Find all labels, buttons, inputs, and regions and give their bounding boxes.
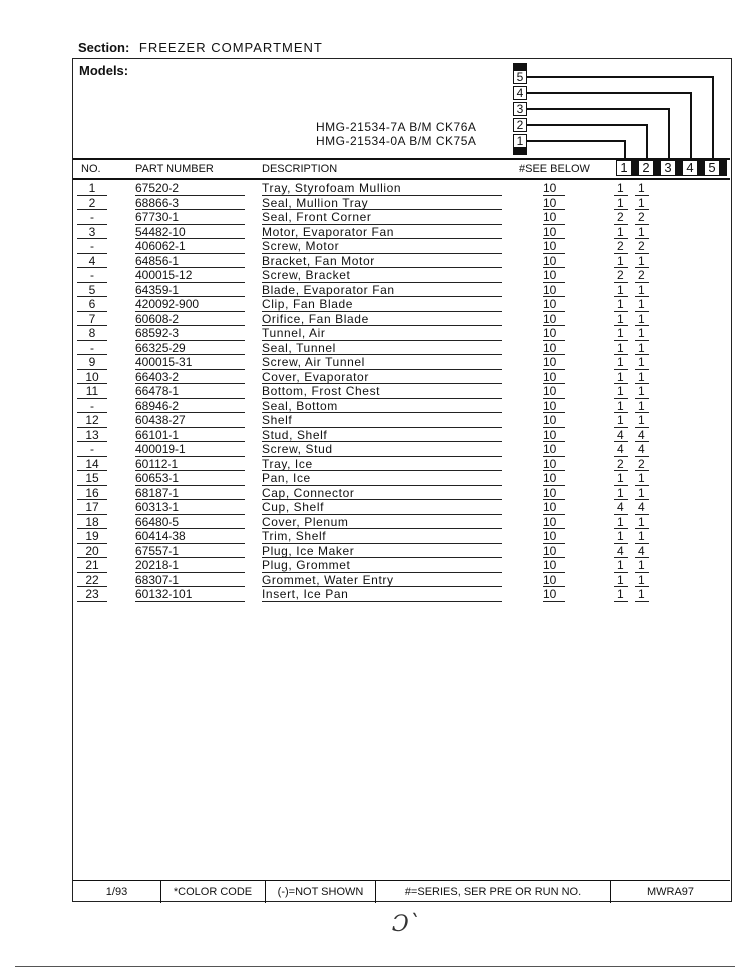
row-number: 8 [88,326,96,340]
row-number: 22 [85,572,99,587]
see-below-value: 10 [543,369,557,384]
series-1-qty: 1 [617,369,624,384]
see-below-value: 10 [543,500,557,514]
table-row [73,587,730,602]
row-number: 13 [85,427,99,442]
series-2-qty: 1 [638,413,645,427]
see-below-value: 10 [543,572,557,587]
header-bottom-rule [73,178,730,180]
row-number: - [90,268,94,282]
description: Bottom, Frost Chest [262,384,381,398]
series-1-qty: 4 [617,442,624,456]
description: Trim, Shelf [262,529,327,543]
footer-series-note: #=SERIES, SER PRE OR RUN NO. [376,881,611,903]
table-row [73,326,730,341]
part-number: 66101-1 [135,427,180,442]
row-number: 15 [85,471,99,485]
part-number: 60414-38 [135,529,186,543]
series-1-qty: 1 [617,587,624,601]
table-row [73,457,730,472]
row-number: 18 [85,514,99,529]
part-number: 66403-2 [135,369,180,384]
series-1-qty: 4 [617,500,624,514]
description: Cup, Shelf [262,500,325,514]
series-2-qty: 2 [638,210,645,224]
table-row [73,428,730,443]
series-2-qty: 2 [638,239,645,253]
leader-line-4-down [690,92,692,160]
series-1-qty: 1 [617,195,624,210]
col-head-no: NO. [81,163,101,175]
see-below-value: 10 [543,210,557,224]
section-heading [78,40,323,55]
row-number: - [90,239,94,253]
description: Tray, Ice [262,456,313,471]
part-number: 54482-10 [135,224,186,239]
series-box-5: 5 [513,70,527,84]
table-row [73,239,730,254]
part-number: 66478-1 [135,384,180,398]
row-number: 9 [88,355,96,369]
series-2-qty: 1 [638,558,645,572]
description: Insert, Ice Pan [262,587,349,601]
table-row [73,413,730,428]
table-row [73,471,730,486]
series-1-qty: 1 [617,572,624,587]
row-underline [77,601,107,602]
row-number: 14 [85,456,99,471]
table-row [73,268,730,283]
series-header-cap [720,160,727,176]
description: Stud, Shelf [262,427,328,442]
description: Screw, Air Tunnel [262,355,365,369]
series-1-qty: 2 [617,268,624,282]
row-number: 11 [85,384,99,398]
row-number: 12 [85,413,99,427]
row-underline [635,601,649,602]
series-1-qty: 1 [617,529,624,543]
series-2-qty: 1 [638,529,645,543]
description: Pan, Ice [262,471,311,485]
leader-line-1 [527,140,625,142]
description: Cap, Connector [262,485,355,500]
row-number: 17 [85,500,99,514]
series-1-qty: 1 [617,485,624,500]
series-1-qty: 1 [617,224,624,239]
series-1-qty: 4 [617,427,624,442]
description: Tray, Styrofoam Mullion [262,181,402,195]
series-1-qty: 1 [617,311,624,326]
row-number: - [90,398,94,413]
table-row [73,573,730,588]
part-number: 68946-2 [135,398,180,413]
row-number: 5 [88,282,96,297]
series-1-qty: 1 [617,355,624,369]
series-1-qty: 1 [617,398,624,413]
series-1-qty: 1 [617,282,624,297]
description: Clip, Fan Blade [262,297,354,311]
see-below-value: 10 [543,224,557,239]
see-below-value: 10 [543,297,557,311]
see-below-value: 10 [543,282,557,297]
series-1-qty: 1 [617,326,624,340]
models-label: Models: [79,63,129,78]
series-header-4: 4 [682,160,698,176]
section-label: Section: [78,40,130,55]
series-box-4: 4 [513,86,527,100]
part-number: 68307-1 [135,572,180,587]
series-2-qty: 1 [638,355,645,369]
table-row [73,486,730,501]
description: Seal, Front Corner [262,210,372,224]
row-number: 16 [85,485,99,500]
table-row [73,196,730,211]
col-head-desc: DESCRIPTION [262,163,338,175]
series-1-qty: 1 [617,558,624,572]
col-head-see: #SEE BELOW [519,163,590,175]
row-number: 6 [88,297,96,311]
row-number: 7 [88,311,96,326]
part-number: 60653-1 [135,471,180,485]
row-number: 4 [88,253,96,268]
row-number: 10 [85,369,99,384]
row-underline [614,601,628,602]
part-number: 20218-1 [135,558,180,572]
series-header-5: 5 [704,160,720,176]
row-number: 19 [85,529,99,543]
series-2-qty: 2 [638,268,645,282]
row-number: 23 [85,587,99,601]
series-2-qty: 1 [638,398,645,413]
table-row [73,529,730,544]
see-below-value: 10 [543,398,557,413]
footer-doc-code: MWRA97 [646,886,695,898]
part-number: 68592-3 [135,326,180,340]
series-box-3: 3 [513,102,527,116]
table-row [73,370,730,385]
table-row [73,312,730,327]
table-row [73,384,730,399]
series-box-2: 2 [513,118,527,132]
series-1-qty: 1 [617,471,624,485]
part-number: 67557-1 [135,543,180,558]
series-2-qty: 1 [638,471,645,485]
description: Screw, Bracket [262,268,351,282]
footer-not-shown: (-)=NOT SHOWN [266,881,376,903]
section-value: FREEZER COMPARTMENT [138,40,323,55]
series-1-qty: 2 [617,456,624,471]
see-below-value: 10 [543,442,557,456]
table-row [73,283,730,298]
series-1-qty: 1 [617,181,624,195]
see-below-value: 10 [543,558,557,572]
description: Screw, Stud [262,442,333,456]
description: Bracket, Fan Motor [262,253,375,268]
table-row [73,181,730,196]
row-underline [543,601,565,602]
series-2-qty: 4 [638,500,645,514]
description: Cover, Plenum [262,514,349,529]
series-1-qty: 1 [617,413,624,427]
see-below-value: 10 [543,456,557,471]
part-number: 66480-5 [135,514,180,529]
row-number: 21 [85,558,99,572]
table-row [73,442,730,457]
part-number: 68187-1 [135,485,180,500]
page-bottom-rule [15,966,735,967]
table-row [73,254,730,269]
series-box-cap-bottom [513,148,527,155]
series-2-qty: 1 [638,514,645,529]
row-number: 20 [85,543,99,558]
series-2-qty: 1 [638,297,645,311]
see-below-value: 10 [543,311,557,326]
leader-line-3 [527,108,669,110]
series-2-qty: 4 [638,427,645,442]
series-box-1: 1 [513,134,527,148]
series-1-qty: 2 [617,210,624,224]
series-header-2: 2 [638,160,654,176]
series-2-qty: 1 [638,253,645,268]
part-number: 400015-31 [135,355,193,369]
leader-line-1-down [624,140,626,160]
see-below-value: 10 [543,384,557,398]
see-below-value: 10 [543,355,557,369]
leader-line-3-down [668,108,670,160]
series-box-cap-top [513,63,527,70]
see-below-value: 10 [543,326,557,340]
series-2-qty: 1 [638,181,645,195]
series-2-qty: 1 [638,485,645,500]
footer-color-code: *COLOR CODE [161,881,266,903]
description: Seal, Tunnel [262,340,336,355]
series-2-qty: 4 [638,442,645,456]
table-row [73,558,730,573]
part-number: 68866-3 [135,195,180,210]
part-number: 400019-1 [135,442,186,456]
part-number: 67730-1 [135,210,180,224]
description: Orifice, Fan Blade [262,311,369,326]
part-number: 60438-27 [135,413,186,427]
series-1-qty: 1 [617,297,624,311]
row-number: - [90,210,94,224]
series-1-qty: 1 [617,384,624,398]
part-number: 400015-12 [135,268,193,282]
series-2-qty: 4 [638,543,645,558]
part-number: 66325-29 [135,340,186,355]
see-below-value: 10 [543,413,557,427]
description: Plug, Ice Maker [262,543,355,558]
table-row [73,297,730,312]
series-2-qty: 1 [638,282,645,297]
description: Plug, Grommet [262,558,351,572]
series-2-qty: 1 [638,587,645,601]
series-1-qty: 1 [617,514,624,529]
row-underline [262,601,502,602]
series-2-qty: 1 [638,326,645,340]
part-number: 60112-1 [135,456,179,471]
part-number: 420092-900 [135,297,200,311]
series-2-qty: 1 [638,369,645,384]
leader-line-2-down [646,124,648,160]
table-row [73,355,730,370]
description: Blade, Evaporator Fan [262,282,395,297]
model-line-2: HMG-21534-0A B/M CK75A [316,134,477,148]
part-number: 60313-1 [135,500,180,514]
series-1-qty: 1 [617,253,624,268]
see-below-value: 10 [543,427,557,442]
series-2-qty: 1 [638,340,645,355]
leader-line-5 [527,76,713,78]
series-header-1: 1 [616,160,632,176]
leader-line-5-down [712,76,714,160]
part-number: 64856-1 [135,253,180,268]
see-below-value: 10 [543,195,557,210]
handwritten-mark: Ɔˋ [392,912,420,937]
series-header-3: 3 [660,160,676,176]
table-row [73,210,730,225]
series-2-qty: 1 [638,224,645,239]
see-below-value: 10 [543,587,557,601]
description: Grommet, Water Entry [262,572,394,587]
see-below-value: 10 [543,181,557,195]
description: Seal, Mullion Tray [262,195,369,210]
col-head-part: PART NUMBER [135,163,214,175]
table-row [73,399,730,414]
description: Shelf [262,413,293,427]
part-number: 60608-2 [135,311,180,326]
leader-line-4 [527,92,691,94]
series-2-qty: 1 [638,311,645,326]
see-below-value: 10 [543,253,557,268]
row-number: - [90,340,94,355]
row-number: 1 [88,181,96,195]
series-1-qty: 2 [617,239,624,253]
part-number: 60132-101 [135,587,193,601]
see-below-value: 10 [543,268,557,282]
footer-bar [73,880,730,903]
row-number: 3 [88,224,96,239]
footer-date: 1/93 [73,881,161,903]
model-line-1: HMG-21534-7A B/M CK76A [316,120,477,134]
table-row [73,515,730,530]
see-below-value: 10 [543,471,557,485]
series-1-qty: 4 [617,543,624,558]
see-below-value: 10 [543,340,557,355]
table-row [73,225,730,240]
table-row [73,341,730,356]
see-below-value: 10 [543,485,557,500]
series-2-qty: 1 [638,572,645,587]
series-2-qty: 2 [638,456,645,471]
see-below-value: 10 [543,239,557,253]
row-number: - [90,442,94,456]
description: Cover, Evaporator [262,369,369,384]
description: Seal, Bottom [262,398,338,413]
series-1-qty: 1 [617,340,624,355]
row-underline [135,601,245,602]
part-number: 67520-2 [135,181,180,195]
part-number: 64359-1 [135,282,180,297]
see-below-value: 10 [543,543,557,558]
table-row [73,500,730,515]
see-below-value: 10 [543,514,557,529]
leader-line-2 [527,124,647,126]
row-number: 2 [88,195,96,210]
parts-list-frame [72,58,732,902]
description: Screw, Motor [262,239,340,253]
description: Tunnel, Air [262,326,326,340]
see-below-value: 10 [543,529,557,543]
series-2-qty: 1 [638,384,645,398]
table-row [73,544,730,559]
series-2-qty: 1 [638,195,645,210]
description: Motor, Evaporator Fan [262,224,394,239]
part-number: 406062-1 [135,239,186,253]
